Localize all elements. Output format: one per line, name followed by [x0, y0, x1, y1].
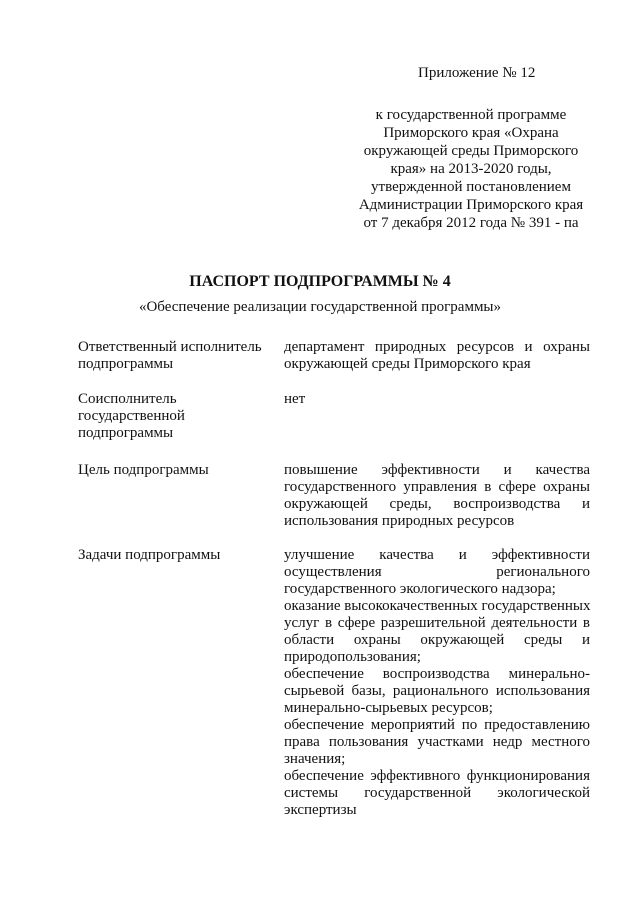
value-line: департамент природных ресурсов и охраны [284, 339, 590, 355]
appendix-title: Приложение № 12 [418, 65, 536, 81]
value-line: обеспечение мероприятий по предоставлению [284, 717, 590, 733]
row-label [78, 391, 268, 442]
value-line: окружающей среды, воспроизводства и [284, 496, 590, 512]
passport-title: ПАСПОРТ ПОДПРОГРАММЫ № 4 [189, 273, 451, 290]
appendix-line: окружающей среды Приморского [363, 143, 579, 159]
row-label [78, 547, 268, 564]
appendix-line: Приморского края «Охрана [383, 125, 559, 141]
row-value [284, 462, 590, 530]
passport-subtitle: «Обеспечение реализации государственной программы» [138, 299, 502, 315]
value-line: значения; [284, 751, 346, 767]
value-line: государственного управления в сфере охраны [284, 479, 590, 495]
label-line: подпрограммы [78, 425, 174, 441]
appendix-line: утвержденной постановлением [371, 179, 571, 195]
value-line: повышение эффективности и качества [284, 462, 590, 478]
value-line: права пользования участками недр местного [284, 734, 590, 750]
value-line: государственного экологического надзора; [284, 581, 556, 597]
value-line: услуг в сфере разрешительной деятельности в [284, 615, 590, 631]
row-label [78, 462, 268, 479]
row-value [284, 339, 590, 373]
label-line: государственной [78, 408, 185, 424]
appendix-line: Администрации Приморского края [358, 197, 584, 213]
appendix-line: края» на 2013-2020 годы, [390, 161, 552, 177]
appendix-reference [352, 106, 590, 232]
label-line: Соисполнитель [78, 391, 177, 407]
value-line: природопользования; [284, 649, 421, 665]
value-line: осуществления регионального [284, 564, 590, 580]
value-line: нет [284, 391, 306, 407]
value-line: обеспечение эффективного функционирования [284, 768, 590, 784]
value-line: сырьевой базы, рационального использования [284, 683, 590, 699]
appendix-line: от 7 декабря 2012 года № 391 - па [363, 215, 579, 231]
label-line: подпрограммы [78, 356, 174, 372]
value-line: минерально-сырьевых ресурсов; [284, 700, 493, 716]
value-line: обеспечение воспроизводства минерально- [284, 666, 590, 682]
label-line: Задачи подпрограммы [78, 547, 221, 563]
value-line: улучшение качества и эффективности [284, 547, 590, 563]
label-line: Ответственный исполнитель [78, 339, 262, 355]
row-value [284, 547, 590, 819]
value-line: области охраны окружающей среды и [284, 632, 590, 648]
value-line: использования природных ресурсов [284, 513, 515, 529]
appendix-line: к государственной программе [375, 107, 567, 123]
value-line: экспертизы [284, 802, 357, 818]
row-value [284, 391, 590, 408]
value-line: окружающей среды Приморского края [284, 356, 531, 372]
row-label [78, 339, 268, 373]
value-line: оказание высококачественных государственных [284, 598, 591, 614]
label-line: Цель подпрограммы [78, 462, 209, 478]
value-line: системы государственной экологической [284, 785, 590, 801]
